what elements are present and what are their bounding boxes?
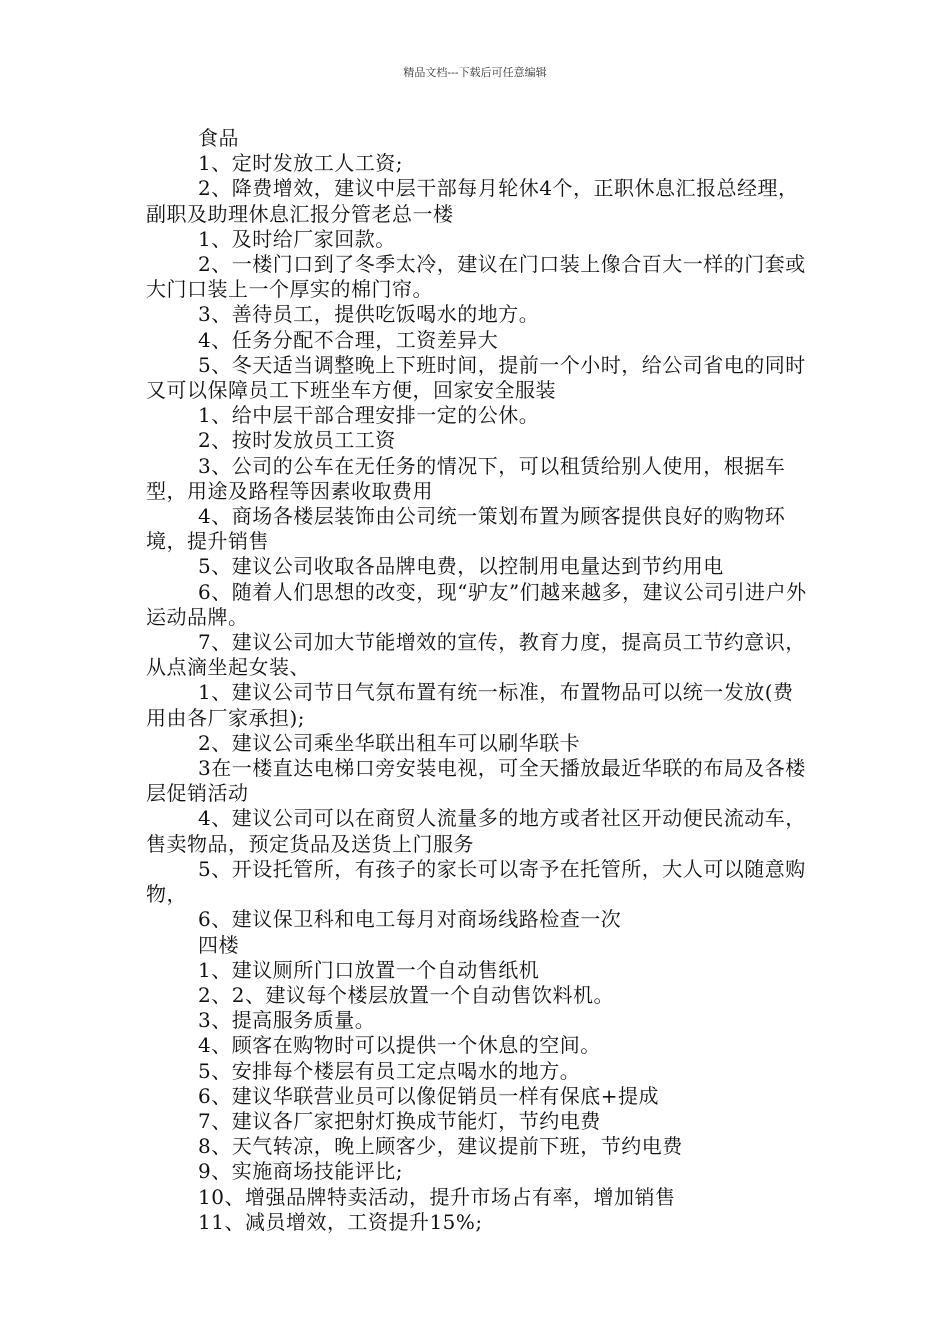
paragraph: 1、及时给厂家回款。 (198, 226, 396, 251)
paragraph: 2、建议公司乘坐华联出租车可以刷华联卡 (198, 730, 581, 755)
paragraph: 4、商场各楼层装饰由公司统一策划布置为顾客提供良好的购物环境，提升销售 (146, 504, 786, 554)
paragraph: 4、建议公司可以在商贸人流量多的地方或者社区开动便民流动车，售卖物品，预定货品及送货上门服务 (146, 806, 806, 856)
paragraph: 5、建议公司收取各品牌电费，以控制用电量达到节约用电 (198, 554, 724, 579)
paragraph: 7、建议各厂家把射灯换成节能灯，节约电费 (198, 1108, 601, 1133)
paragraph: 2、降费增效，建议中层干部每月轮休4个，正职休息汇报总经理，副职及助理休息汇报分管老总一楼 (146, 176, 799, 226)
paragraph: 3、提高服务质量。 (198, 1008, 376, 1033)
paragraph: 8、天气转凉，晚上顾客少，建议提前下班，节约电费 (198, 1134, 683, 1159)
paragraph: 1、建议公司节日气氛布置有统一标准，布置物品可以统一发放(费用由各厂家承担); (146, 680, 794, 730)
paragraph: 4、任务分配不合理，工资差异大 (198, 327, 499, 352)
paragraph: 5、开设托管所，有孩子的家长可以寄予在托管所，大人可以随意购物， (146, 856, 806, 907)
paragraph: 6、随着人们思想的改变，现“驴友”们越来越多，建议公司引进户外运动品牌。 (146, 579, 807, 629)
paragraph: 6、建议保卫科和电工每月对商场线路检查一次 (198, 907, 622, 932)
paragraph: 1、定时发放工人工资; (198, 151, 403, 176)
paragraph: 食品 (198, 126, 239, 150)
paragraph: 2、一楼门口到了冬季太冷，建议在门口装上像合百大一样的门套或大门口装上一个厚实的棉门帘。 (146, 252, 806, 302)
paragraph: 5、冬天适当调整晚上下班时间，提前一个小时，给公司省电的同时又可以保障员工下班坐车方便，回家安全服装 (146, 352, 806, 403)
paragraph: 2、按时发放员工工资 (198, 428, 396, 453)
paragraph: 3、善待员工，提供吃饭喝水的地方。 (198, 302, 540, 327)
document-body (146, 126, 810, 1235)
paragraph: 四楼 (198, 932, 239, 957)
paragraph: 3在一楼直达电梯口旁安装电视，可全天播放最近华联的布局及各楼层促销活动 (146, 756, 806, 806)
paragraph: 10、增强品牌特卖活动，提升市场占有率，增加销售 (198, 1184, 676, 1209)
paragraph: 9、实施商场技能评比; (198, 1159, 403, 1184)
paragraph: 2、2、建议每个楼层放置一个自动售饮料机。 (198, 982, 614, 1007)
page-header: 精品文档---下载后可任意编辑 (403, 66, 547, 79)
paragraph: 7、建议公司加大节能增效的宣传，教育力度，提高员工节约意识，从点滴坐起女装、 (146, 630, 806, 680)
paragraph: 11、减员增效，工资提升15%; (198, 1209, 483, 1234)
paragraph: 5、安排每个楼层有员工定点喝水的地方。 (198, 1058, 581, 1083)
paragraph: 6、建议华联营业员可以像促销员一样有保底+提成 (198, 1083, 659, 1108)
paragraph: 1、建议厕所门口放置一个自动售纸机 (198, 957, 540, 982)
paragraph: 3、公司的公车在无任务的情况下，可以租赁给别人使用，根据车型，用途及路程等因素收取费用 (146, 453, 786, 503)
paragraph: 4、顾客在购物时可以提供一个休息的空间。 (198, 1033, 601, 1058)
paragraph: 1、给中层干部合理安排一定的公休。 (198, 403, 540, 428)
